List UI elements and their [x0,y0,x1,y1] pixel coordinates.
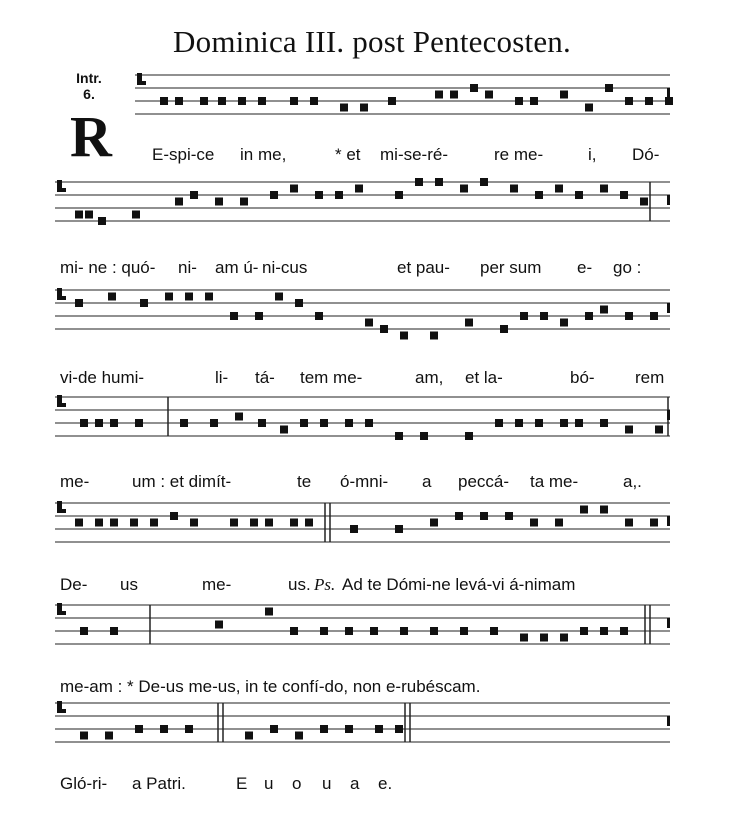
square-note-icon [315,312,323,320]
square-note-icon [95,519,103,527]
square-note-icon [250,519,258,527]
c-clef-icon [57,709,66,713]
lyric-syllable: e- [577,258,593,277]
lyric-syllable: um : et dimít- [132,472,232,491]
lyric-syllable: peccá- [458,472,510,491]
square-note-icon [320,725,328,733]
custos-icon [667,195,670,205]
square-note-icon [600,185,608,193]
square-note-icon [450,91,458,99]
lyric-syllable: a Patri. [132,774,186,793]
c-clef-icon [137,81,146,85]
lyric-syllable: me- [60,472,90,491]
lyric-syllable: a [422,472,432,491]
drop-capital: R [70,104,112,169]
square-note-icon [230,519,238,527]
square-note-icon [375,725,383,733]
square-note-icon [515,419,523,427]
square-note-icon [160,97,168,105]
square-note-icon [310,97,318,105]
square-note-icon [605,84,613,92]
square-note-icon [75,519,83,527]
square-note-icon [305,519,313,527]
lyric-syllable: Gló-ri- [60,774,108,793]
square-note-icon [600,506,608,514]
square-note-icon [238,97,246,105]
square-note-icon [275,293,283,301]
lyric-syllable: a [350,774,360,793]
lyric-syllable: Dó- [632,145,660,164]
square-note-icon [360,104,368,112]
square-note-icon [645,97,653,105]
c-clef-icon [57,296,66,300]
square-note-icon [435,91,443,99]
square-note-icon [218,97,226,105]
square-note-icon [240,198,248,206]
square-note-icon [80,627,88,635]
square-note-icon [175,198,183,206]
square-note-icon [315,191,323,199]
square-note-icon [620,627,628,635]
square-note-icon [265,608,273,616]
square-note-icon [535,191,543,199]
square-note-icon [110,419,118,427]
lyric-syllable: E-spi-ce [152,145,215,164]
square-note-icon [555,185,563,193]
square-note-icon [575,419,583,427]
square-note-icon [625,426,633,434]
square-note-icon [430,627,438,635]
square-note-icon [345,627,353,635]
c-clef-icon [57,509,66,513]
square-note-icon [625,97,633,105]
square-note-icon [108,293,116,301]
lyric-syllable: us. [288,575,311,594]
square-note-icon [350,525,358,533]
lyric-syllable: ni- [178,258,197,277]
square-note-icon [95,419,103,427]
square-note-icon [650,519,658,527]
c-clef-icon [57,188,66,192]
square-note-icon [335,191,343,199]
square-note-icon [465,319,473,327]
square-note-icon [395,191,403,199]
square-note-icon [455,512,463,520]
lyric-syllable: in me, [240,145,287,164]
lyric-syllable: De- [60,575,88,594]
square-note-icon [530,519,538,527]
square-note-icon [295,732,303,740]
square-note-icon [625,519,633,527]
square-note-icon [258,97,266,105]
square-note-icon [560,634,568,642]
square-note-icon [460,627,468,635]
square-note-icon [320,627,328,635]
square-note-icon [80,732,88,740]
square-note-icon [500,325,508,333]
lyric-syllable: * et [335,145,361,164]
square-note-icon [655,426,663,434]
square-note-icon [150,519,158,527]
square-note-icon [430,519,438,527]
square-note-icon [600,419,608,427]
lyric-syllable: ta me- [530,472,579,491]
lyric-syllable: ni-cus [262,258,308,277]
square-note-icon [180,419,188,427]
square-note-icon [300,419,308,427]
square-note-icon [490,627,498,635]
square-note-icon [465,432,473,440]
square-note-icon [135,419,143,427]
lyric-syllable: rem [635,368,665,387]
square-note-icon [132,211,140,219]
lyric-syllable: mi- ne : quó- [60,258,156,277]
square-note-icon [435,178,443,186]
square-note-icon [395,725,403,733]
square-note-icon [485,91,493,99]
lyric-syllable: et la- [465,368,503,387]
square-note-icon [320,419,328,427]
square-note-icon [265,519,273,527]
square-note-icon [540,634,548,642]
square-note-icon [580,627,588,635]
square-note-icon [290,627,298,635]
square-note-icon [170,512,178,520]
lyric-syllable: u [322,774,332,793]
square-note-icon [345,419,353,427]
custos-icon [667,88,670,98]
lyric-syllable: vi-de humi- [60,368,145,387]
lyric-syllable: am ú- [215,258,259,277]
introit-abbrev: Intr. [76,70,102,86]
square-note-icon [420,432,428,440]
square-note-icon [540,312,548,320]
square-note-icon [290,519,298,527]
square-note-icon [370,627,378,635]
lyric-syllable: tem me- [300,368,363,387]
square-note-icon [130,519,138,527]
square-note-icon [98,217,106,225]
square-note-icon [400,627,408,635]
square-note-icon [365,419,373,427]
square-note-icon [600,627,608,635]
square-note-icon [210,419,218,427]
square-note-icon [470,84,478,92]
square-note-icon [400,332,408,340]
lyric-syllable: e. [378,774,393,793]
square-note-icon [160,725,168,733]
square-note-icon [140,299,148,307]
square-note-icon [580,506,588,514]
square-note-icon [415,178,423,186]
square-note-icon [505,512,513,520]
lyric-syllable: bó- [570,368,595,387]
square-note-icon [110,627,118,635]
square-note-icon [480,178,488,186]
custos-icon [667,618,670,628]
square-note-icon [190,191,198,199]
lyric-syllable: am, [415,368,444,387]
square-note-icon [530,97,538,105]
psalm-marker: Ps. [314,575,336,594]
lyric-syllable: re me- [494,145,544,164]
square-note-icon [600,306,608,314]
custos-icon [667,716,670,726]
square-note-icon [560,419,568,427]
lyric-syllable: mi-se-ré- [380,145,448,164]
lyric-syllable: a,. [623,472,642,491]
square-note-icon [190,519,198,527]
square-note-icon [230,312,238,320]
square-note-icon [365,319,373,327]
square-note-icon [515,97,523,105]
custos-icon [667,303,670,313]
square-note-icon [290,185,298,193]
lyric-syllable: us [120,575,138,594]
square-note-icon [290,97,298,105]
square-note-icon [215,198,223,206]
square-note-icon [215,621,223,629]
c-clef-icon [57,611,66,615]
square-note-icon [345,725,353,733]
square-note-icon [245,732,253,740]
lyric-syllable: et pau- [397,258,450,277]
square-note-icon [625,312,633,320]
lyric-syllable: go : [613,258,642,277]
square-note-icon [295,299,303,307]
square-note-icon [585,312,593,320]
square-note-icon [510,185,518,193]
square-note-icon [75,299,83,307]
square-note-icon [258,419,266,427]
square-note-icon [75,211,83,219]
lyric-syllable: Ad te Dómi-ne levá-vi á-nimam [342,575,576,594]
lyric-syllable: u [264,774,274,793]
square-note-icon [535,419,543,427]
square-note-icon [185,725,193,733]
square-note-icon [480,512,488,520]
square-note-icon [388,97,396,105]
c-clef-icon [57,403,66,407]
square-note-icon [205,293,213,301]
square-note-icon [200,97,208,105]
square-note-icon [80,419,88,427]
square-note-icon [395,525,403,533]
square-note-icon [575,191,583,199]
square-note-icon [110,519,118,527]
square-note-icon [520,312,528,320]
square-note-icon [640,198,648,206]
square-note-icon [235,413,243,421]
square-note-icon [355,185,363,193]
lyric-syllable: i, [588,145,597,164]
square-note-icon [270,725,278,733]
lyric-syllable: E [236,774,248,793]
lyric-syllable: te [297,472,312,491]
square-note-icon [620,191,628,199]
square-note-icon [430,332,438,340]
lyric-syllable: per sum [480,258,542,277]
square-note-icon [650,312,658,320]
square-note-icon [585,104,593,112]
square-note-icon [665,97,673,105]
square-note-icon [555,519,563,527]
square-note-icon [520,634,528,642]
lyric-syllable: me-am : * De-us me-us, in te confí-do, non e-rubéscam. [60,677,481,696]
square-note-icon [255,312,263,320]
square-note-icon [560,319,568,327]
square-note-icon [460,185,468,193]
lyric-syllable: tá- [255,368,275,387]
lyric-syllable: li- [215,368,229,387]
square-note-icon [495,419,503,427]
square-note-icon [380,325,388,333]
square-note-icon [340,104,348,112]
square-note-icon [175,97,183,105]
square-note-icon [560,91,568,99]
square-note-icon [395,432,403,440]
page-title: Dominica III. post Pentecosten. [173,24,571,59]
square-note-icon [280,426,288,434]
square-note-icon [165,293,173,301]
square-note-icon [85,211,93,219]
introit-mode: 6. [83,86,95,102]
lyric-syllable: ó-mni- [340,472,389,491]
custos-icon [667,410,670,420]
square-note-icon [185,293,193,301]
custos-icon [667,516,670,526]
lyric-syllable: me- [202,575,232,594]
lyric-syllable: o [292,774,302,793]
square-note-icon [270,191,278,199]
square-note-icon [105,732,113,740]
square-note-icon [135,725,143,733]
